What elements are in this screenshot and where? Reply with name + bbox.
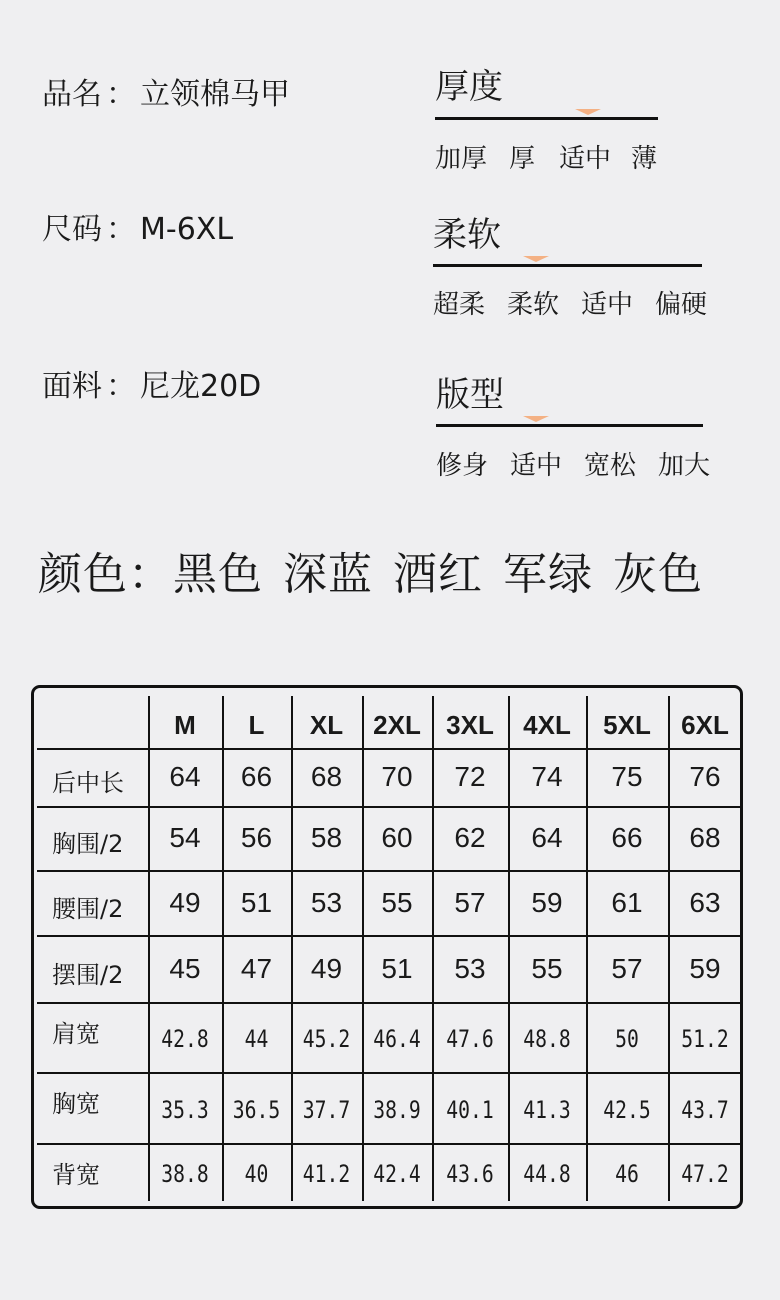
table-cell: 68 <box>689 822 721 853</box>
table-cell: 55 <box>531 953 563 984</box>
attribute-fit <box>436 375 711 481</box>
separator: ： <box>106 369 136 404</box>
color-item: 军绿 <box>503 549 593 600</box>
table-cell: 43.6 <box>446 1160 494 1188</box>
table-cell: 59 <box>531 887 563 918</box>
table-cell: 63 <box>689 887 721 918</box>
table-cell: 41.2 <box>302 1160 351 1188</box>
table-cell: 58 <box>310 822 343 853</box>
attribute-bar <box>435 117 658 120</box>
attribute-softness <box>433 215 708 320</box>
attribute-title: 版型 <box>436 375 504 415</box>
color-item: 灰色 <box>613 549 703 600</box>
fabric-label: 面料 <box>42 369 102 404</box>
table-cell: 53 <box>454 953 486 984</box>
table-header-cell: 3XL <box>446 710 494 740</box>
color-item: 酒红 <box>393 549 483 600</box>
table-cell: 49 <box>169 887 201 918</box>
product-size <box>42 212 234 247</box>
table-cell: 74 <box>531 761 563 792</box>
table-cell: 49 <box>310 953 343 984</box>
table-cell: 70 <box>381 761 413 792</box>
table-cell: 37.7 <box>302 1096 351 1124</box>
attribute-bar <box>436 424 703 427</box>
table-cell: 42.8 <box>161 1025 209 1053</box>
table-cell: 47.6 <box>446 1025 494 1053</box>
table-cell: 46.4 <box>373 1025 421 1053</box>
table-cell: 62 <box>454 822 486 853</box>
table-cell: 40 <box>244 1160 269 1188</box>
color-list <box>38 538 723 602</box>
attribute-option: 适中 <box>510 451 563 481</box>
table-cell: 50 <box>615 1025 639 1053</box>
attribute-option: 偏硬 <box>655 290 708 320</box>
table-cell: 38.8 <box>161 1160 209 1188</box>
table-cell: 47 <box>240 953 273 984</box>
attribute-title: 柔软 <box>433 215 501 255</box>
table-cell: 35.3 <box>161 1096 209 1124</box>
attribute-option: 薄 <box>631 144 658 174</box>
table-cell: 44 <box>244 1025 269 1053</box>
table-cell: 53 <box>310 887 343 918</box>
attribute-option: 加厚 <box>435 144 488 174</box>
table-cell: 55 <box>381 887 413 918</box>
table-cell: 75 <box>611 761 643 792</box>
size-label: 尺码 <box>42 212 102 247</box>
attribute-option: 加大 <box>658 451 711 481</box>
table-cell: 56 <box>240 822 273 853</box>
table-row-divider <box>37 1143 742 1145</box>
table-row-label: 后中长 <box>52 769 124 797</box>
color-item: 深蓝 <box>283 549 373 600</box>
table-cell: 57 <box>611 953 643 984</box>
table-cell: 46 <box>615 1160 639 1188</box>
table-cell: 61 <box>611 887 643 918</box>
attribute-option: 超柔 <box>433 290 486 320</box>
table-row-divider <box>37 748 742 750</box>
attribute-options <box>433 284 707 321</box>
table-row-label: 背宽 <box>52 1161 100 1189</box>
product-fabric <box>42 369 262 404</box>
table-cell: 54 <box>169 822 201 853</box>
table-cell: 68 <box>310 761 343 792</box>
fabric-value: 尼龙20D <box>140 369 262 404</box>
table-cell: 66 <box>611 822 643 853</box>
table-row-divider <box>37 870 742 872</box>
table-header-cell: 4XL <box>523 710 571 740</box>
table-header-cell: 6XL <box>681 710 729 740</box>
table-header-cell: 2XL <box>373 710 421 740</box>
product-name-value: 立领棉马甲 <box>140 77 290 112</box>
table-cell: 45.2 <box>302 1025 351 1053</box>
table-cell: 42.4 <box>373 1160 421 1188</box>
table-row-divider <box>37 806 742 808</box>
separator: ： <box>106 212 136 247</box>
selected-marker-icon <box>575 109 601 115</box>
table-row-label: 胸宽 <box>52 1090 100 1118</box>
attribute-bar <box>433 264 702 267</box>
table-cell: 64 <box>169 761 201 792</box>
table-cell: 40.1 <box>446 1096 494 1124</box>
table-header-cell: 5XL <box>603 710 651 740</box>
separator: ： <box>128 549 173 600</box>
selected-marker-icon <box>523 416 549 422</box>
table-cell: 45 <box>169 953 201 984</box>
table-cell: 59 <box>689 953 721 984</box>
attribute-option: 适中 <box>559 144 612 174</box>
table-row-divider <box>37 1072 742 1074</box>
table-row-divider <box>37 1002 742 1004</box>
table-cell: 48.8 <box>523 1025 571 1053</box>
table-row-divider <box>37 935 742 937</box>
color-item: 黑色 <box>173 549 263 600</box>
table-cell: 57 <box>454 887 486 918</box>
product-name <box>42 77 290 112</box>
table-row-label: 肩宽 <box>52 1020 100 1048</box>
table-cell: 38.9 <box>373 1096 421 1124</box>
separator: ： <box>106 77 136 112</box>
table-cell: 36.5 <box>232 1096 281 1124</box>
table-cell: 44.8 <box>523 1160 571 1188</box>
table-header-cell: L <box>248 710 265 740</box>
table-cell: 64 <box>531 822 563 853</box>
table-cell: 60 <box>381 822 413 853</box>
attribute-option: 柔软 <box>507 290 560 320</box>
table-row-label: 腰围/2 <box>52 895 124 923</box>
table-cell: 42.5 <box>603 1096 651 1124</box>
size-table <box>31 685 743 1209</box>
table-cell: 66 <box>240 761 273 792</box>
table-cell: 47.2 <box>681 1160 729 1188</box>
table-header-cell: M <box>174 710 196 740</box>
table-cell: 51 <box>381 953 413 984</box>
attribute-thickness <box>435 67 658 174</box>
size-value: M-6XL <box>140 212 234 247</box>
attribute-option: 宽松 <box>584 451 637 481</box>
color-label: 颜色 <box>38 549 128 600</box>
table-cell: 51 <box>240 887 273 918</box>
table-row-label: 摆围/2 <box>52 961 124 989</box>
attribute-options <box>436 445 710 482</box>
table-cell: 51.2 <box>681 1025 729 1053</box>
attribute-option: 厚 <box>509 144 536 174</box>
selected-marker-icon <box>523 256 549 262</box>
attribute-option: 适中 <box>581 290 634 320</box>
table-cell: 72 <box>454 761 486 792</box>
table-cell: 41.3 <box>523 1096 571 1124</box>
attribute-option: 修身 <box>436 451 489 481</box>
product-name-label: 品名 <box>42 77 102 112</box>
table-cell: 43.7 <box>681 1096 729 1124</box>
attribute-title: 厚度 <box>435 67 503 107</box>
attribute-options <box>435 138 657 175</box>
table-cell: 76 <box>689 761 721 792</box>
table-header-cell: XL <box>309 710 344 740</box>
table-row-label: 胸围/2 <box>52 830 124 858</box>
